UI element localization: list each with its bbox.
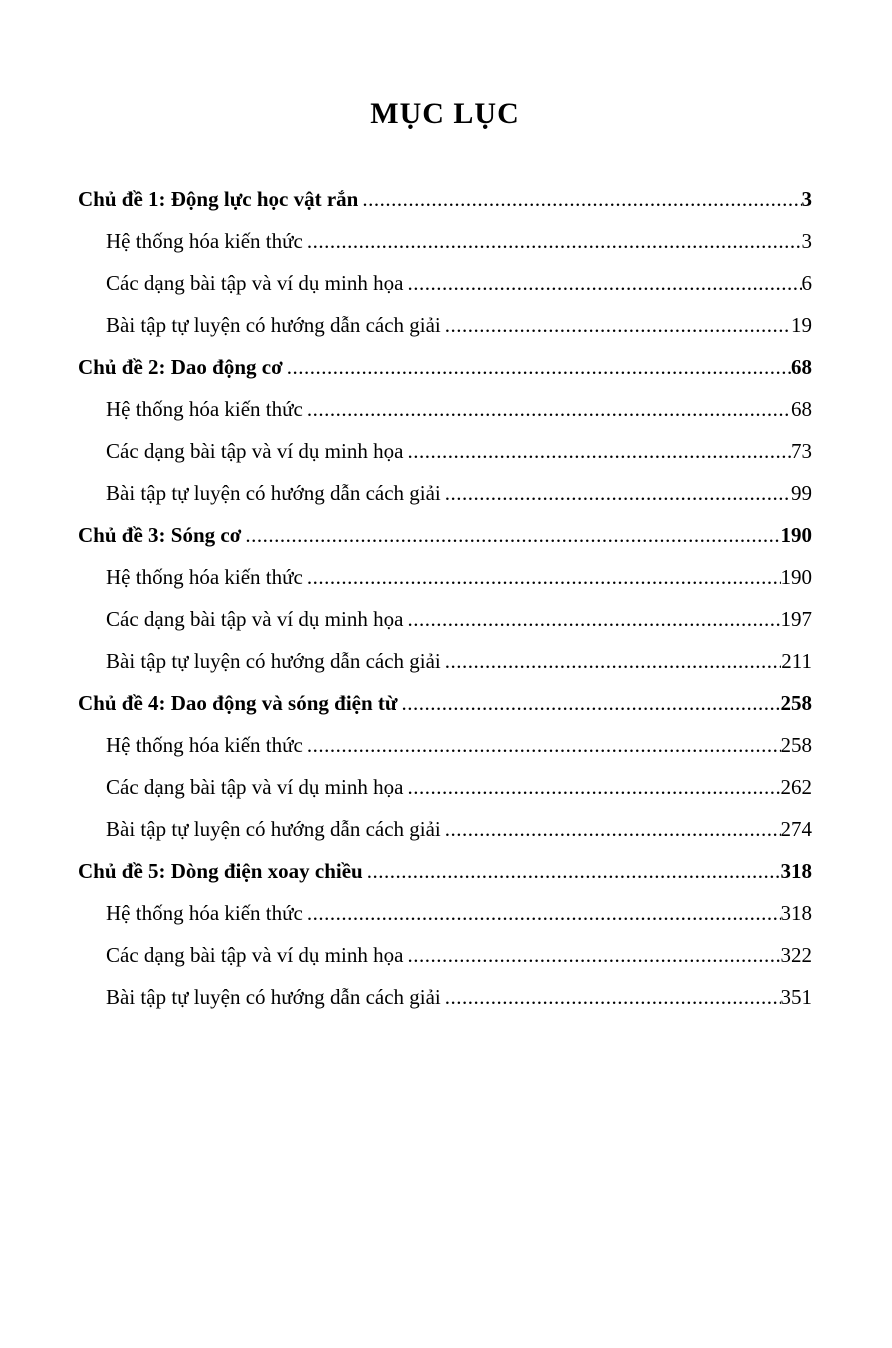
toc-item-row <box>78 430 812 472</box>
dot-leader <box>445 640 781 682</box>
toc-entry-label: Các dạng bài tập và ví dụ minh họa <box>106 271 404 295</box>
toc-page-number: 6 <box>801 271 812 295</box>
toc-entry-label: Bài tập tự luyện có hướng dẫn cách giải <box>106 985 441 1009</box>
toc-page-number: 3 <box>801 229 812 253</box>
toc-entry-label: Chủ đề 2: Dao động cơ <box>78 355 283 379</box>
page-title: MỤC LỤC <box>370 97 520 130</box>
toc-entry-label: Bài tập tự luyện có hướng dẫn cách giải <box>106 649 441 673</box>
toc-entry-label: Hệ thống hóa kiến thức <box>106 733 303 757</box>
toc-chapter-row <box>78 682 812 724</box>
toc-page-number: 73 <box>791 439 812 463</box>
toc-entry-label: Bài tập tự luyện có hướng dẫn cách giải <box>106 817 441 841</box>
toc-page-number: 258 <box>780 733 812 757</box>
toc-page-number: 274 <box>780 817 812 841</box>
toc-item-row <box>78 640 812 682</box>
toc-page-number: 68 <box>791 355 812 379</box>
dot-leader <box>307 892 781 934</box>
toc-page-number: 190 <box>780 523 812 547</box>
toc-item-row <box>78 724 812 766</box>
toc-entry-label: Các dạng bài tập và ví dụ minh họa <box>106 775 404 799</box>
toc-page-number: 19 <box>791 313 812 337</box>
dot-leader <box>407 262 801 304</box>
toc-page-number: 190 <box>780 565 812 589</box>
toc-entry-label: Hệ thống hóa kiến thức <box>106 901 303 925</box>
toc-page-number: 258 <box>780 691 812 715</box>
dot-leader <box>445 808 781 850</box>
dot-leader <box>445 976 781 1018</box>
toc-entry-label: Hệ thống hóa kiến thức <box>106 229 303 253</box>
toc-chapter-row <box>78 178 812 220</box>
toc-page-number: 197 <box>780 607 812 631</box>
toc-item-row <box>78 556 812 598</box>
dot-leader <box>407 934 780 976</box>
dot-leader <box>287 346 791 388</box>
dot-leader <box>407 766 780 808</box>
dot-leader <box>402 682 781 724</box>
toc-entry-label: Các dạng bài tập và ví dụ minh họa <box>106 439 404 463</box>
toc-item-row <box>78 262 812 304</box>
dot-leader <box>362 178 801 220</box>
toc-entry-label: Chủ đề 1: Động lực học vật rắn <box>78 187 359 211</box>
toc-item-row <box>78 892 812 934</box>
dot-leader <box>307 556 781 598</box>
toc-item-row <box>78 766 812 808</box>
toc-entry-label: Các dạng bài tập và ví dụ minh họa <box>106 943 404 967</box>
toc-item-row <box>78 598 812 640</box>
dot-leader <box>367 850 781 892</box>
toc-page-number: 99 <box>791 481 812 505</box>
dot-leader <box>307 220 802 262</box>
toc-item-row <box>78 472 812 514</box>
toc-entry-label: Chủ đề 3: Sóng cơ <box>78 523 242 547</box>
toc-item-row <box>78 934 812 976</box>
toc-chapter-row <box>78 514 812 556</box>
dot-leader <box>307 724 781 766</box>
toc-page-number: 351 <box>780 985 812 1009</box>
toc-entry-label: Các dạng bài tập và ví dụ minh họa <box>106 607 404 631</box>
toc-entry-label: Bài tập tự luyện có hướng dẫn cách giải <box>106 481 441 505</box>
dot-leader <box>245 514 780 556</box>
toc-item-row <box>78 976 812 1018</box>
toc-item-row <box>78 220 812 262</box>
toc-chapter-row <box>78 850 812 892</box>
toc-entry-label: Hệ thống hóa kiến thức <box>106 397 303 421</box>
toc-page-number: 3 <box>801 187 812 211</box>
toc-entry-label: Chủ đề 4: Dao động và sóng điện từ <box>78 691 398 715</box>
toc-entry-label: Chủ đề 5: Dòng điện xoay chiều <box>78 859 363 883</box>
toc-page-number: 322 <box>780 943 812 967</box>
toc-page-number: 318 <box>780 859 812 883</box>
dot-leader <box>445 304 791 346</box>
toc-entry-label: Bài tập tự luyện có hướng dẫn cách giải <box>106 313 441 337</box>
toc-entry-label: Hệ thống hóa kiến thức <box>106 565 303 589</box>
dot-leader <box>307 388 791 430</box>
dot-leader <box>407 598 780 640</box>
toc-item-row <box>78 304 812 346</box>
toc-item-row <box>78 388 812 430</box>
toc-page-number: 68 <box>791 397 812 421</box>
toc-item-row <box>78 808 812 850</box>
dot-leader <box>445 472 791 514</box>
toc-list <box>78 178 812 1018</box>
dot-leader <box>407 430 791 472</box>
toc-page-number: 211 <box>781 649 812 673</box>
toc-chapter-row <box>78 346 812 388</box>
toc-page-number: 262 <box>780 775 812 799</box>
toc-page-number: 318 <box>780 901 812 925</box>
